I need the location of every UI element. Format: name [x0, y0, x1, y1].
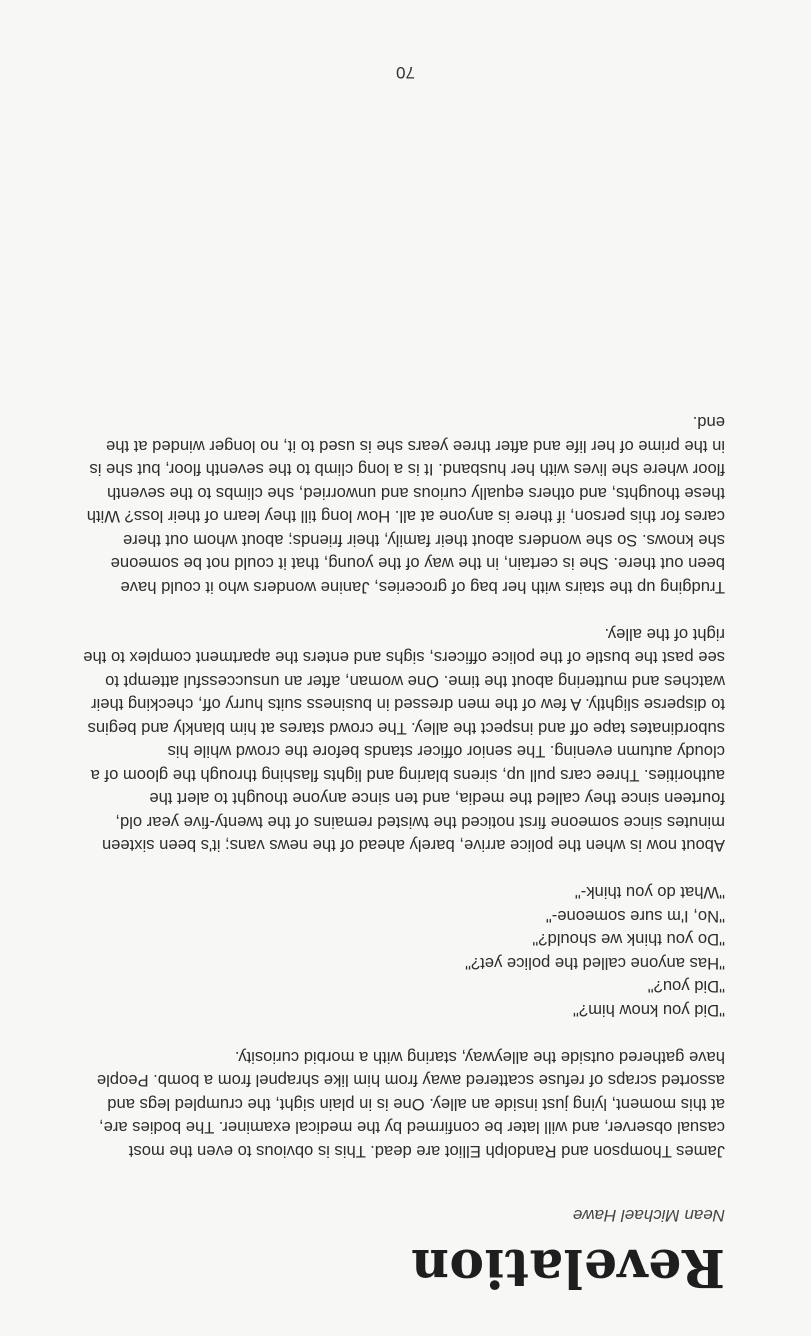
dialogue-line: "Did you know him?" — [573, 1000, 725, 1020]
paragraph-opening: James Thompson and Randolph Elliot are dead. This is obvious to even the most casual observer, and will later be confirmed by the medical examiner. The bodies are, at this moment, lying just inside an alley. One is in plain sight, the crumpled legs and assorted scraps of refuse scattered away from him like shrapnel from a bomb. People have gathered outside the alleyway, staring with a morbid curiosity. — [96, 1047, 725, 1161]
story-title: Revelation — [410, 1237, 725, 1298]
dialogue-line: "No, I'm sure someone-" — [545, 906, 725, 926]
author-name: Nean Michael Hawe — [572, 1205, 725, 1225]
dialogue-line: "Did you?" — [647, 977, 725, 997]
story-body — [83, 411, 725, 1163]
paragraph-janine: Trudging up the stairs with her bag of groceries, Janine wonders who it could have been out there. She is certain, in the way of the young, that it could not be someone she knows. So she wonders about their family, their friends; about whom out there cares for this person, if there is anyone at all. How long till they learn of their loss? With these thoughts, and others equally curious and unworried, she climbs to the seventh floor where she lives with her husband. It is a long climb to the seventh floor, but she is in the prime of her life and after three years she is used to it, no longer winded at the end. — [86, 413, 725, 597]
dialogue-line: "Has anyone called the police yet?" — [465, 953, 725, 973]
page-content — [83, 411, 725, 1296]
dialogue-line: "Do you think we should?" — [532, 930, 725, 950]
paragraph-police: About now is when the police arrive, barely ahead of the news vans; it's been sixteen minutes since someone first noticed the twisted remains of the twenty-five year old, fourteen since they called the media, and ten since anyone thought to alert the authorities. Three cars pull up, sirens blaring and lights flashing through the gloom of a cloudy autumn evening. The senior officer stands before the crowd while his subordinates tape off and inspect the alley. The crowd stares at him blankly and begins to disperse slightly. A few of the men dressed in business suits hurry off, checking their watches and muttering about the time. One woman, after an unsuccessful attempt to see past the bustle of the police officers, sighs and enters the apartment complex to the right of the alley. — [83, 624, 725, 856]
dialogue-line: "What do you think-" — [574, 883, 725, 903]
page-number: 70 — [396, 63, 415, 82]
